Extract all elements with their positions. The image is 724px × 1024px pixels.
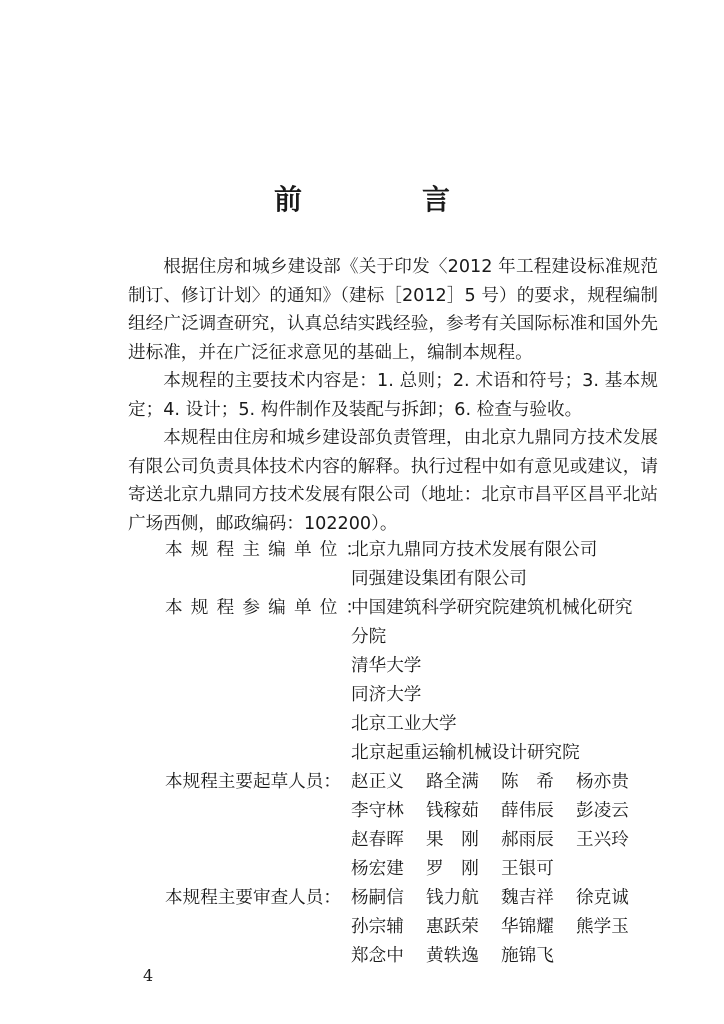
reviewers-label: 本规程主要审查人员：: [165, 888, 341, 908]
participating-units-row: [128, 594, 668, 768]
chief-units-row: [128, 536, 668, 594]
drafter-name: 薛伟辰: [501, 801, 554, 821]
credits-section: [128, 536, 668, 971]
chief-units-label: 本规程主编单位：: [165, 540, 372, 560]
paragraph-contents: 本规程的主要技术内容是：1. 总则；2. 术语和符号；3. 基本规定；4. 设计；5. 构件制作及装配与拆卸；6. 检查与验收。: [128, 371, 658, 420]
reviewer-name: 华锦耀: [501, 917, 554, 937]
drafter-name: 赵正义: [351, 772, 404, 792]
drafter-name: 赵春晖: [351, 830, 404, 850]
reviewer-name: 惠跃荣: [426, 917, 479, 937]
drafter-name: 李守林: [351, 801, 404, 821]
reviewer-name: 杨嗣信: [351, 888, 404, 908]
participating-unit: 北京起重运输机械设计研究院: [351, 743, 580, 763]
reviewer-name: 熊学玉: [576, 917, 629, 937]
chief-units-list: [351, 536, 668, 594]
drafter-name: 郝雨辰: [501, 830, 554, 850]
participating-units-list: [351, 594, 668, 768]
reviewer-name: 施锦飞: [501, 946, 554, 966]
drafters-label: 本规程主要起草人员：: [165, 772, 341, 792]
drafter-name: 陈 希: [501, 772, 554, 792]
participating-unit: 同济大学: [351, 685, 422, 705]
drafters-row: [128, 768, 668, 884]
participating-units-label: 本规程参编单位：: [165, 598, 372, 618]
reviewer-name: 钱力航: [426, 888, 479, 908]
drafter-name: 罗 刚: [426, 859, 479, 879]
reviewer-name: 魏吉祥: [501, 888, 554, 908]
drafter-name: 王银可: [501, 859, 554, 879]
participating-unit: 分院: [351, 627, 387, 647]
reviewer-name: 郑念中: [351, 946, 404, 966]
drafter-name: 杨宏建: [351, 859, 404, 879]
reviewers-row: [128, 884, 668, 971]
preface-body: [128, 253, 658, 538]
drafter-name: 果 刚: [426, 830, 479, 850]
reviewers-list: [351, 884, 651, 971]
participating-unit: 清华大学: [351, 656, 422, 676]
page-number: 4: [143, 966, 154, 985]
reviewer-name: 黄轶逸: [426, 946, 479, 966]
paragraph-basis: 根据住房和城乡建设部《关于印发〈2012 年工程建设标准规范制订、修订计划〉的通知》（建标［2012］5 号）的要求，规程编制组经广泛调查研究，认真总结实践经验，参考有关国际标准和国外先进标准，并在广泛征求意见的基础上，编制本规程。: [128, 257, 658, 363]
drafter-name: 王兴玲: [576, 830, 629, 850]
chief-unit: 北京九鼎同方技术发展有限公司: [351, 540, 598, 560]
chief-unit: 同强建设集团有限公司: [351, 569, 527, 589]
participating-unit: 中国建筑科学研究院建筑机械化研究: [351, 598, 633, 618]
drafter-name: 钱稼茹: [426, 801, 479, 821]
reviewer-name: 徐克诚: [576, 888, 629, 908]
reviewer-name: 孙宗辅: [351, 917, 404, 937]
participating-unit: 北京工业大学: [351, 714, 457, 734]
drafter-name: 杨亦贵: [576, 772, 629, 792]
drafters-list: [351, 768, 651, 884]
paragraph-management: 本规程由住房和城乡建设部负责管理，由北京九鼎同方技术发展有限公司负责具体技术内容的解释。执行过程中如有意见或建议，请寄送北京九鼎同方技术发展有限公司（地址：北京市昌平区昌平北站广场西侧，邮政编码：102200）。: [128, 428, 658, 534]
drafter-name: 路全满: [426, 772, 479, 792]
drafter-name: 彭凌云: [576, 801, 629, 821]
page-title: 前 言: [273, 183, 496, 216]
